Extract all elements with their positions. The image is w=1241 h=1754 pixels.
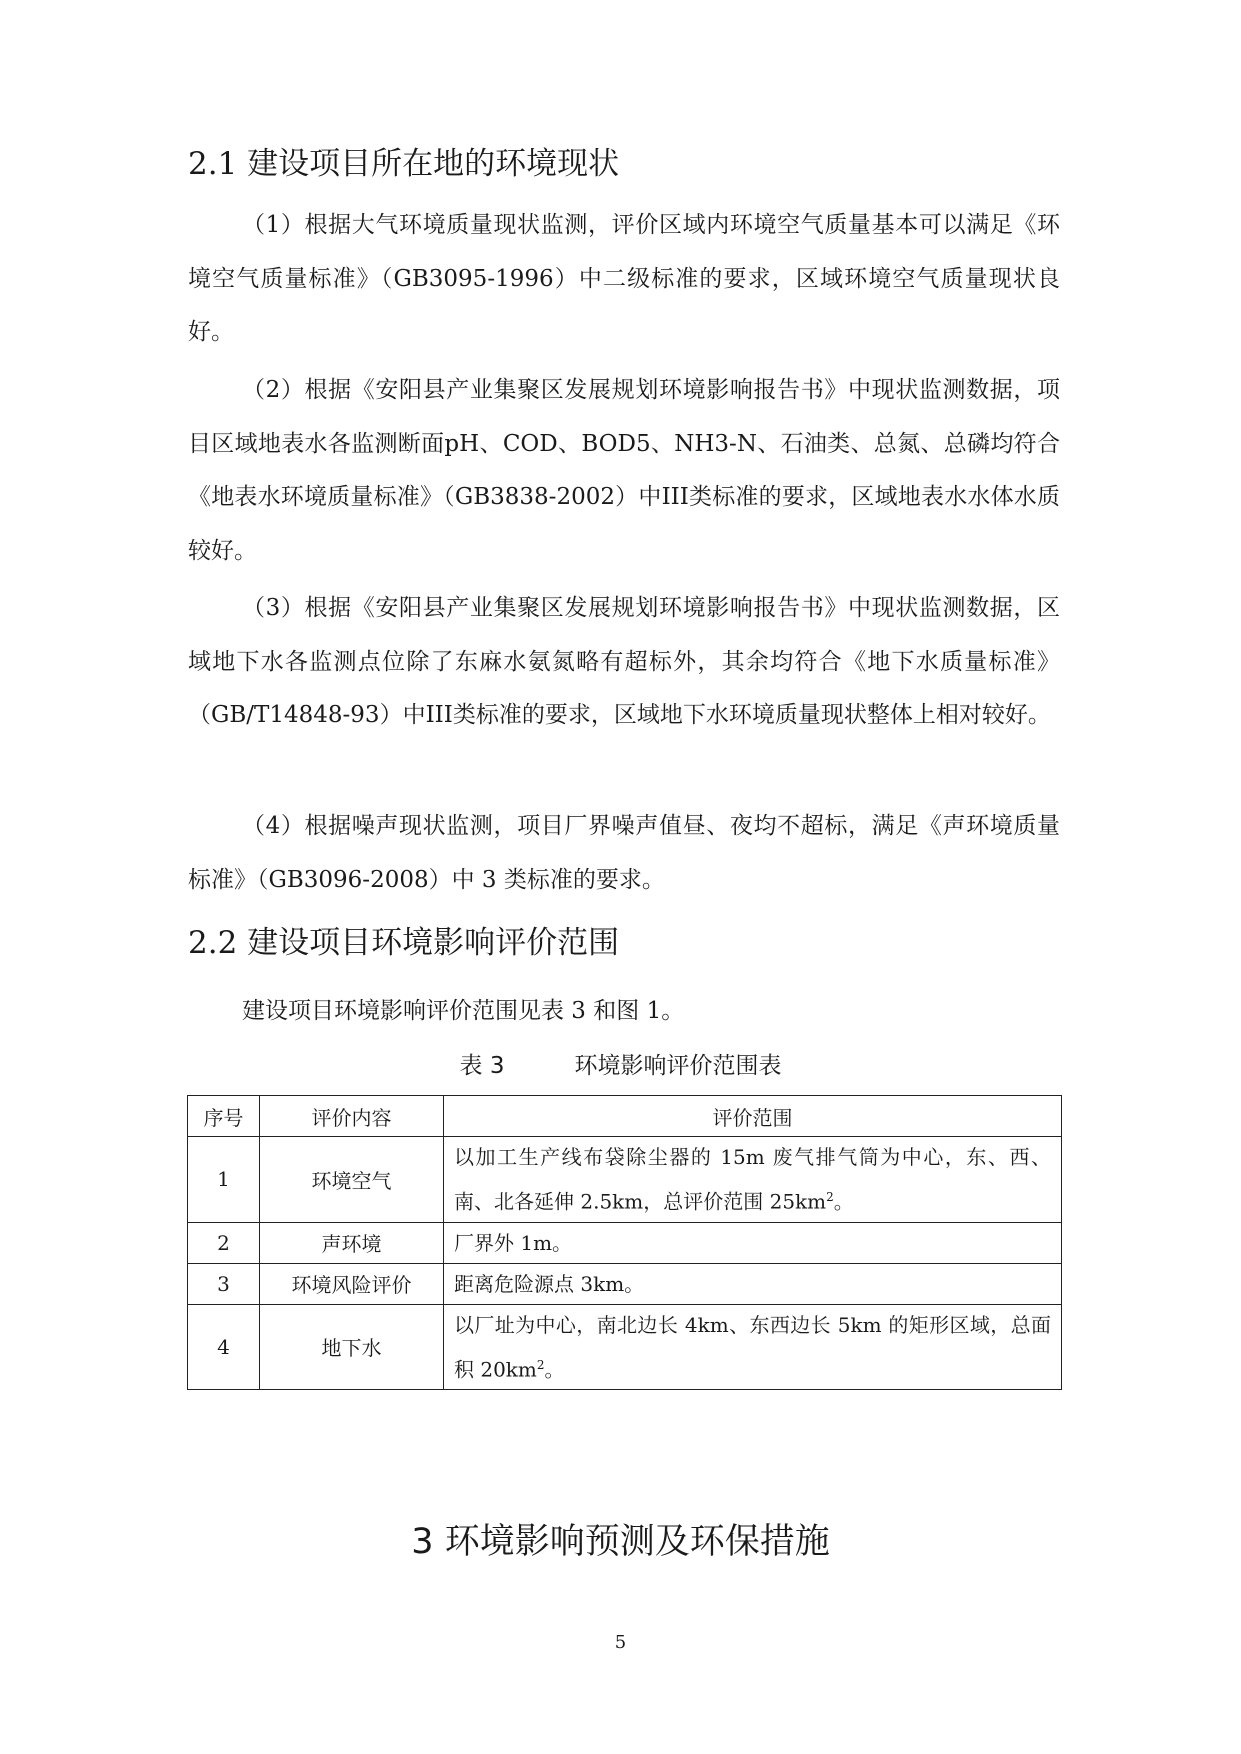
table-row — [188, 1304, 1062, 1390]
cell-no: 3 — [188, 1263, 260, 1304]
section-2-1-heading: 2.1 建设项目所在地的环境现状 — [188, 146, 620, 182]
superscript: 2 — [826, 1190, 834, 1204]
cell-range-text: 以加工生产线布袋除尘器的 15m 废气排气筒为中心，东、西、南、北各延伸 2.5km，总评价范围 25km — [454, 1145, 1051, 1214]
cell-range-tail: 。 — [833, 1189, 854, 1214]
paragraph-noise: （4）根据噪声现状监测，项目厂界噪声值昼、夜均不超标，满足《声环境质量标准》（GB3096-2008）中 3 类标准的要求。 — [188, 813, 1060, 893]
cell-item: 声环境 — [260, 1222, 444, 1263]
cell-no: 1 — [188, 1137, 260, 1223]
table-row — [188, 1137, 1062, 1223]
table-caption-number: 表 3 — [459, 1053, 505, 1079]
paragraph-surface-water: （2）根据《安阳县产业集聚区发展规划环境影响报告书》中现状监测数据，项目区域地表水各监测断面pH、COD、BOD5、NH3-N、石油类、总氮、总磷均符合《地表水环境质量标准》（GB3838-2002）中III类标准的要求，区域地表水水体水质较好。 — [188, 377, 1060, 564]
paragraph-groundwater: （3）根据《安阳县产业集聚区发展规划环境影响报告书》中现状监测数据，区域地下水各监测点位除了东麻水氨氮略有超标外，其余均符合《地下水质量标准》（GB/T14848-93）中III类标准的要求，区域地下水环境质量现状整体上相对较好。 — [188, 595, 1060, 728]
page-number: 5 — [614, 1632, 627, 1653]
table-row — [188, 1263, 1062, 1304]
cell-item: 环境风险评价 — [260, 1263, 444, 1304]
section-2-2-heading: 2.2 建设项目环境影响评价范围 — [188, 925, 620, 961]
cell-range-text: 以厂址为中心，南北边长 4km、东西边长 5km 的矩形区域，总面积 20km — [454, 1312, 1051, 1382]
assessment-range-table — [187, 1095, 1062, 1390]
cell-item: 环境空气 — [260, 1137, 444, 1223]
cell-range — [444, 1137, 1062, 1223]
table-caption — [0, 1049, 1241, 1083]
cell-range-tail: 。 — [544, 1357, 565, 1382]
cell-no: 4 — [188, 1304, 260, 1390]
table-intro: 建设项目环境影响评价范围见表 3 和图 1。 — [242, 998, 685, 1024]
paragraph-air: （1）根据大气环境质量现状监测，评价区域内环境空气质量基本可以满足《环境空气质量标准》（GB3095-1996）中二级标准的要求，区域环境空气质量现状良好。 — [188, 212, 1060, 345]
cell-no: 2 — [188, 1222, 260, 1263]
header-range: 评价范围 — [444, 1096, 1062, 1137]
cell-range: 厂界外 1m。 — [444, 1222, 1062, 1263]
header-item: 评价内容 — [260, 1096, 444, 1137]
superscript: 2 — [536, 1357, 545, 1372]
table-row — [188, 1222, 1062, 1263]
cell-range — [444, 1304, 1062, 1390]
header-no: 序号 — [188, 1096, 260, 1137]
cell-item: 地下水 — [260, 1304, 444, 1390]
table-caption-title: 环境影响评价范围表 — [574, 1053, 782, 1079]
chapter-3-heading: 3 环境影响预测及环保措施 — [411, 1522, 830, 1562]
table-header-row — [188, 1096, 1062, 1137]
cell-range: 距离危险源点 3km。 — [444, 1263, 1062, 1304]
